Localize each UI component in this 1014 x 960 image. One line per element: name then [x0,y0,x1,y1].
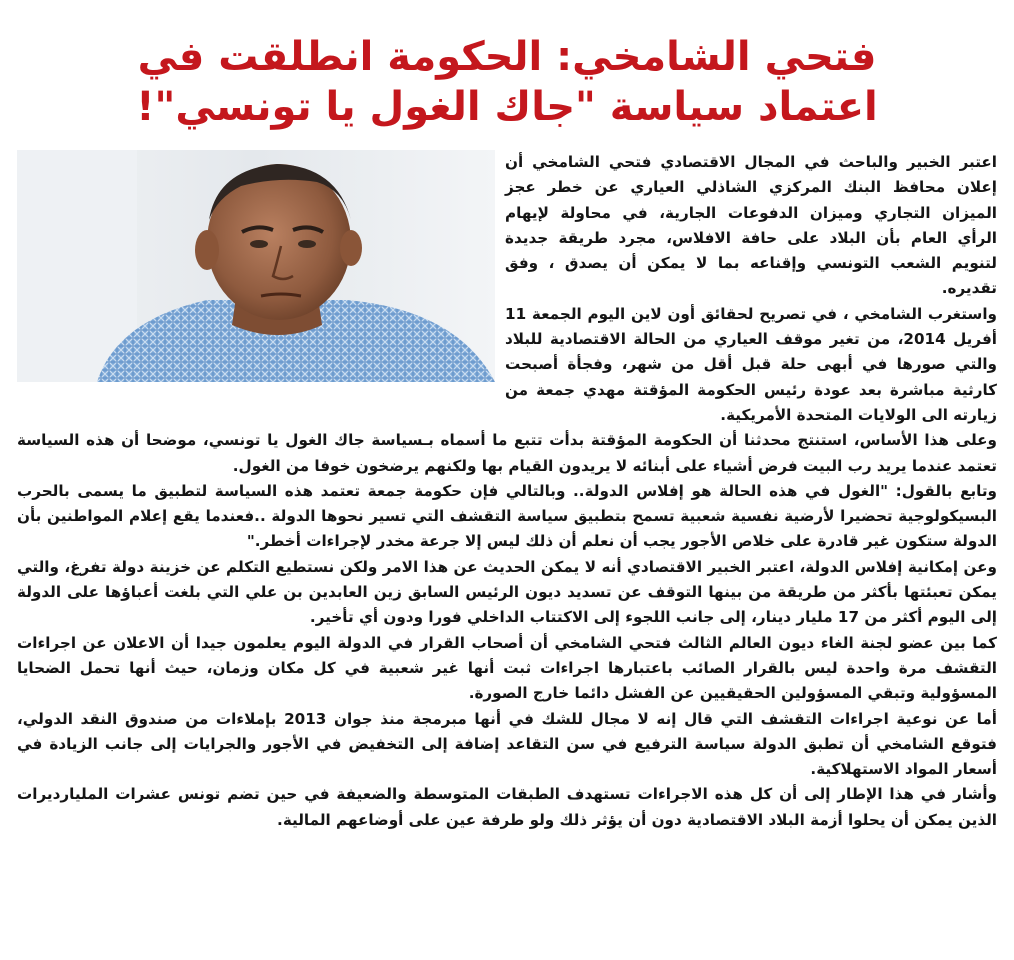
paragraph-3: وعلى هذا الأساس، استنتج محدثنا أن الحكومة المؤقتة بدأت تتبع ما أسماه بـسياسة جاك الغول يا تونسي، موضحا أن هذه السياسة تعتمد عندما يريد رب البيت فرض أشياء على أبنائه لا يريدون القيام بها ولكنهم يرضخون خوفا من الغول. [17,431,997,475]
headline [40,32,974,132]
paragraph-6: كما بين عضو لجنة الغاء ديون العالم الثالث فتحي الشامخي أن أصحاب القرار في الدولة اليوم يعلمون جيدا أن الاعلان عن اجراءات التقشف مرة واحدة ليس بالقرار الصائب باعتبارها اجراءات ثبت أنها غير شعبية في كل مكان وزمان، حيث أنها تحمل الضحايا المسؤولية وتبقي المسؤولين الحقيقيين عن الفشل دائما خارج الصورة. [17,633,997,703]
photo-spacer [17,150,505,386]
article-body [17,150,997,955]
paragraph-7: أما عن نوعية اجراءات التقشف التي قال إنه لا مجال للشك في أنها مبرمجة منذ جوان 2013 بإملاءات من صندوق النقد الدولي، فتوقع الشامخي أن تطبق الدولة سياسة الترفيع في سن التقاعد إضافة إلى التخفيض في الأجور والجرايات إلى جانب الزيادة في أسعار المواد الاستهلاكية. [17,709,997,779]
paragraph-5: وعن إمكانية إفلاس الدولة، اعتبر الخبير الاقتصادي أنه لا يمكن الحديث عن هذا الامر ولكن نستطيع التكلم عن خزينة دولة تفرغ، والتي يمكن تعبئتها بأكثر من طريقة من بينها التوقف عن تسديد ديون الرئيس السابق زين العابدين بن علي التي بلغت أعباؤها على الدولة إلى اليوم أكثر من 17 مليار دينار، إلى جانب اللجوء إلى الاكتتاب الداخلي فورا ودون أي تأخير. [17,557,997,627]
paragraph-1: اعتبر الخبير والباحث في المجال الاقتصادي فتحي الشامخي أن إعلان محافظ البنك المركزي الشاذلي العياري عن خطر عجز الميزان التجاري وميزان الدفوعات الجارية، في محاولة لإيهام الرأي العام بأن البلاد على حافة الافلاس، مجرد طريقة جديدة لتنويم الشعب التونسي وإقناعه بما لا يمكن أن يصدق ، وفق تقديره. [505,153,997,298]
headline-line-2: اعتماد سياسة "جاك الغول يا تونسي"! [136,84,878,130]
paragraph-2: واستغرب الشامخي ، في تصريح لحقائق أون لاين اليوم الجمعة 11 أفريل 2014، من تغير موقف العياري من الحالة الاقتصادية للبلاد والتي صورها في أبهى حلة قبل أقل من شهر، وفجأة أصبحت كارثية مباشرة بعد عودة رئيس الحكومة المؤقتة مهدي جمعة من زيارته الى الولايات المتحدة الأمريكية. [505,304,997,424]
headline-line-1: فتحي الشامخي: الحكومة انطلقت في [137,34,877,80]
paragraph-8: وأشار في هذا الإطار إلى أن كل هذه الاجراءات تستهدف الطبقات المتوسطة والضعيفة في حين تضم تونس عشرات المليارديرات الذين يمكن أن يحلوا أزمة البلاد الاقتصادية دون أن يؤثر ذلك ولو طرفة عين على أوضاعهم المالية. [17,785,997,829]
paragraph-4: وتابع بالقول: "الغول في هذه الحالة هو إفلاس الدولة.. وبالتالي فإن حكومة جمعة تعتمد هذه السياسة لتطبيق ما يسمى بالحرب البسيكولوجية تحضيرا لأرضية نفسية شعبية تسمح بتطبيق سياسة التقشف التي تسير نحوها الدولة ..فعندما يقع إعلام المواطنين بأن الدولة ستكون غير قادرة على خلاص الأجور يجب أن نعلم أن ذلك ليس إلا جرعة مخدر لإجراءات أخطر." [17,481,997,551]
